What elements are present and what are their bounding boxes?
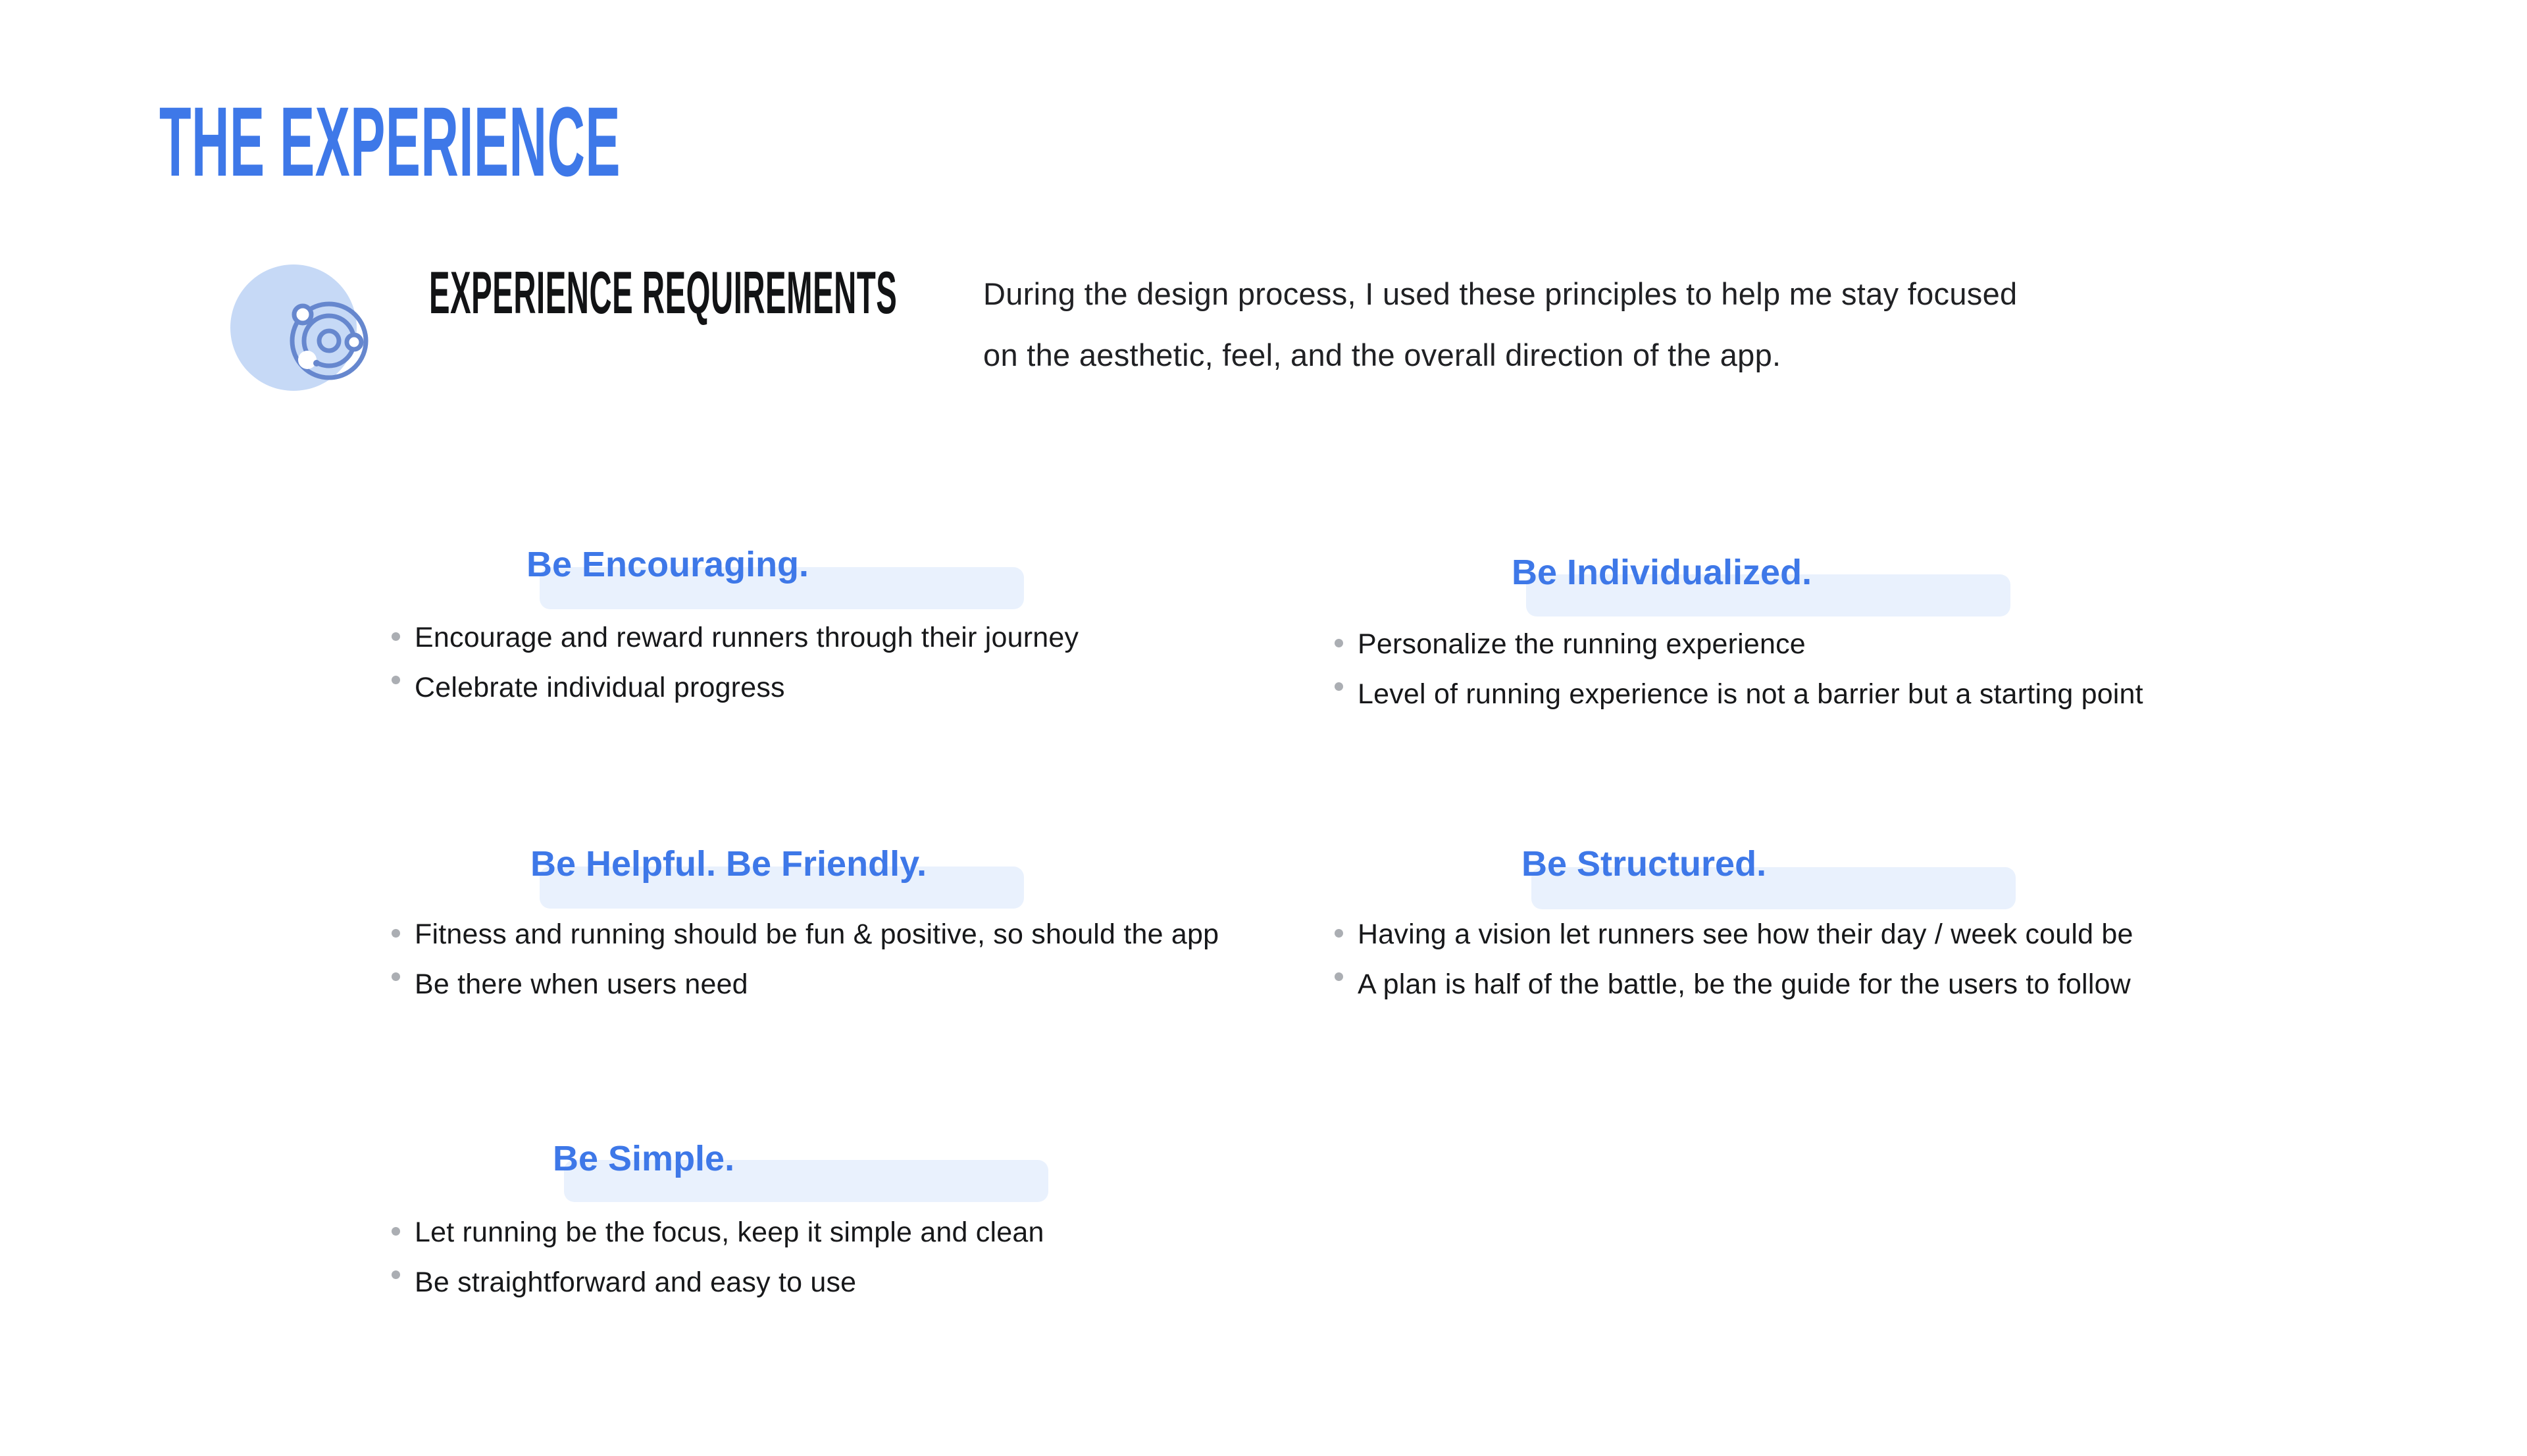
description-line-1: During the design process, I used these principles to help me stay focused [983, 276, 2018, 311]
bullet-item [1335, 968, 2133, 1000]
principle-block-structured [1335, 844, 2269, 1061]
principle-block-simple [392, 1139, 1326, 1356]
bullet-dot-icon [1335, 972, 1343, 981]
orbit-icon [230, 261, 375, 405]
section-heading: EXPERIENCE REQUIREMENTS [429, 260, 898, 326]
bullet-dot-icon [392, 1227, 400, 1236]
bullet-dot-icon [392, 632, 400, 641]
principle-title: Be Structured. [1521, 844, 1767, 884]
bullet-text: Fitness and running should be fun & positive, so should the app [415, 918, 1219, 950]
principle-bullet-list [392, 1217, 1044, 1317]
bullet-text: Be straightforward and easy to use [415, 1267, 857, 1298]
bullet-item [1335, 628, 2143, 660]
bullet-text: A plan is half of the battle, be the guide for the users to follow [1358, 968, 2131, 1000]
bullet-item [392, 1267, 1044, 1298]
bullet-dot-icon [392, 972, 400, 981]
bullet-item [392, 672, 1079, 703]
bullet-text: Personalize the running experience [1358, 628, 1806, 660]
description-line-2: on the aesthetic, feel, and the overall direction of the app. [983, 338, 1781, 372]
bullet-item [1335, 678, 2143, 710]
bullet-dot-icon [1335, 639, 1343, 647]
principle-title: Be Simple. [553, 1139, 735, 1178]
principle-title: Be Individualized. [1512, 553, 1812, 592]
bullet-dot-icon [392, 676, 400, 684]
principle-bullet-list [1335, 628, 2143, 728]
bullet-dot-icon [1335, 929, 1343, 938]
bullet-dot-icon [1335, 682, 1343, 691]
bullet-item [392, 968, 1219, 1000]
bullet-text: Be there when users need [415, 968, 748, 1000]
principle-title: Be Helpful. Be Friendly. [530, 844, 927, 884]
principle-title: Be Encouraging. [526, 545, 809, 584]
principle-block-individualized [1335, 553, 2269, 770]
bullet-item [392, 622, 1079, 653]
bullet-dot-icon [392, 1270, 400, 1279]
principle-block-helpful-friendly [392, 844, 1326, 1061]
principle-bullet-list [392, 918, 1219, 1018]
bullet-text: Level of running experience is not a barrier but a starting point [1358, 678, 2143, 710]
principle-bullet-list [1335, 918, 2133, 1018]
section-description [983, 263, 2365, 386]
bullet-item [392, 918, 1219, 950]
bullet-item [1335, 918, 2133, 950]
bullet-item [392, 1217, 1044, 1248]
bullet-text: Encourage and reward runners through their journey [415, 622, 1079, 653]
principle-bullet-list [392, 622, 1079, 722]
bullet-text: Having a vision let runners see how their day / week could be [1358, 918, 2133, 950]
bullet-text: Let running be the focus, keep it simple and clean [415, 1217, 1044, 1248]
principle-block-encouraging [392, 545, 1326, 762]
page-title: THE EXPERIENCE [159, 86, 621, 197]
bullet-dot-icon [392, 929, 400, 938]
bullet-text: Celebrate individual progress [415, 672, 785, 703]
